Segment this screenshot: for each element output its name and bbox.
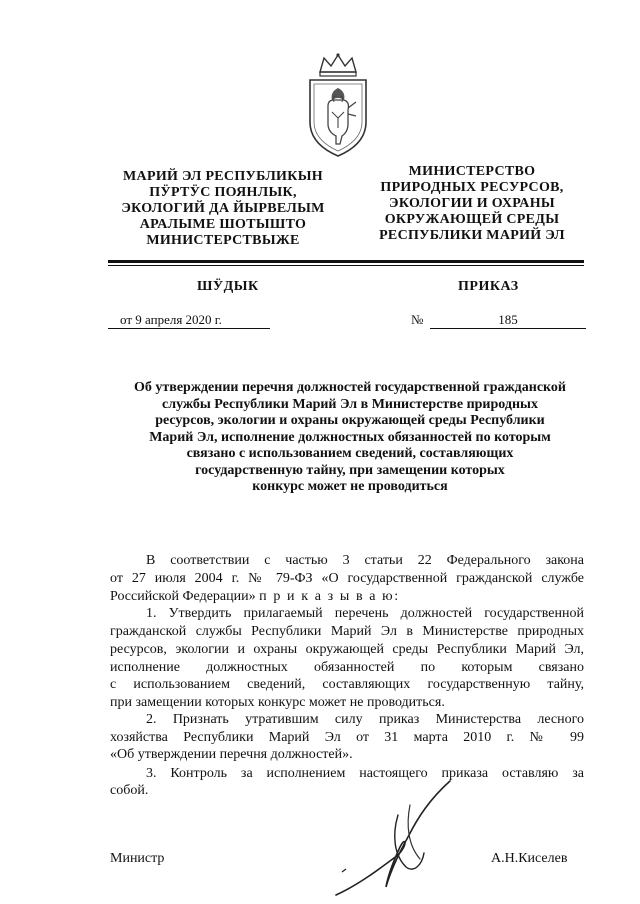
number-sign: № — [411, 312, 424, 327]
header-rule-thick — [108, 260, 584, 263]
item3-line: 3. Контроль за исполнением настоящего приказа оставляю за — [146, 766, 584, 781]
item1-line: 1. Утвердить прилагаемый перечень должностей государственной — [146, 606, 584, 621]
ministry-name-mari — [88, 169, 358, 249]
ministry-name-russian — [338, 164, 606, 244]
header-right-line: ОКРУЖАЮЩЕЙ СРЕДЫ — [384, 212, 560, 227]
item1-line: ресурсов, экологии и охраны окружающей среды Республики Марий Эл, — [110, 642, 584, 657]
preamble-last-line — [110, 588, 584, 606]
order-date: от 9 апреля 2020 г. — [120, 312, 222, 327]
item1-line: при замещении которых конкурс может не проводиться. — [110, 695, 445, 710]
item2-line: «Об утверждении перечня должностей». — [110, 747, 353, 762]
header-left-line: МИНИСТЕРСТВЫЖЕ — [146, 233, 300, 248]
item1-line: исполнение должностных обязанностей по которым связано — [110, 660, 584, 675]
signatory-position: Министр — [110, 851, 165, 866]
doctype-russian: ПРИКАЗ — [458, 279, 519, 294]
header-right-line: ЭКОЛОГИИ И ОХРАНЫ — [389, 196, 555, 211]
title-line: Об утверждении перечня должностей государственной гражданской — [134, 380, 566, 395]
header-left-line: ЭКОЛОГИЙ ДА ЙЫРВЕЛЫМ — [121, 201, 325, 216]
preamble-line: В соответствии с частью 3 статьи 22 Федерального закона — [146, 553, 584, 568]
preamble-line: от 27 июля 2004 г. № 79-ФЗ «О государственной гражданской службе — [110, 571, 584, 586]
order-title — [100, 380, 600, 496]
item2-line: 2. Признать утратившим силу приказ Министерства лесного — [146, 712, 584, 727]
item1-line: гражданской службы Республики Марий Эл в Министерстве природных — [110, 624, 584, 639]
handwritten-signature — [328, 775, 458, 904]
title-line: конкурс может не проводиться — [252, 479, 448, 494]
title-line: службы Республики Марий Эл в Министерстве природных — [162, 396, 538, 412]
header-rule-thin — [108, 265, 584, 266]
header-left-line: МАРИЙ ЭЛ РЕСПУБЛИКЫН — [123, 169, 323, 184]
title-line: государственную тайну, при замещении которых — [195, 462, 505, 478]
header-left-line: ПӰРТӰС ПОЯНЛЫК, — [149, 185, 297, 200]
header-left-line: АРАЛЫМЕ ШОТЫШТО — [139, 217, 307, 232]
preamble-line: Российской Федерации» — [110, 589, 256, 604]
signatory-name: А.Н.Киселев — [491, 851, 568, 866]
title-line: Марий Эл, исполнение должностных обязанностей по которым — [149, 429, 551, 445]
order-word: п р и к а з ы в а ю: — [259, 589, 400, 604]
title-line: ресурсов, экологии и охраны окружающей среды Республики — [155, 413, 545, 428]
header-right-line: МИНИСТЕРСТВО — [408, 164, 536, 179]
item1-line: с использованием сведений, составляющих государственную тайну, — [110, 677, 584, 692]
header-right-line: РЕСПУБЛИКИ МАРИЙ ЭЛ — [379, 228, 565, 243]
doctype-mari: ШӰДЫК — [197, 279, 259, 294]
coat-of-arms-icon — [298, 52, 378, 160]
order-number: 185 — [498, 312, 518, 327]
item2-line: хозяйства Республики Марий Эл от 31 марта 2010 г. № 99 — [110, 730, 584, 745]
item3-line: собой. — [110, 783, 149, 798]
header-right-line: ПРИРОДНЫХ РЕСУРСОВ, — [380, 180, 564, 195]
title-line: связано с использованием сведений, составляющих — [186, 446, 514, 461]
